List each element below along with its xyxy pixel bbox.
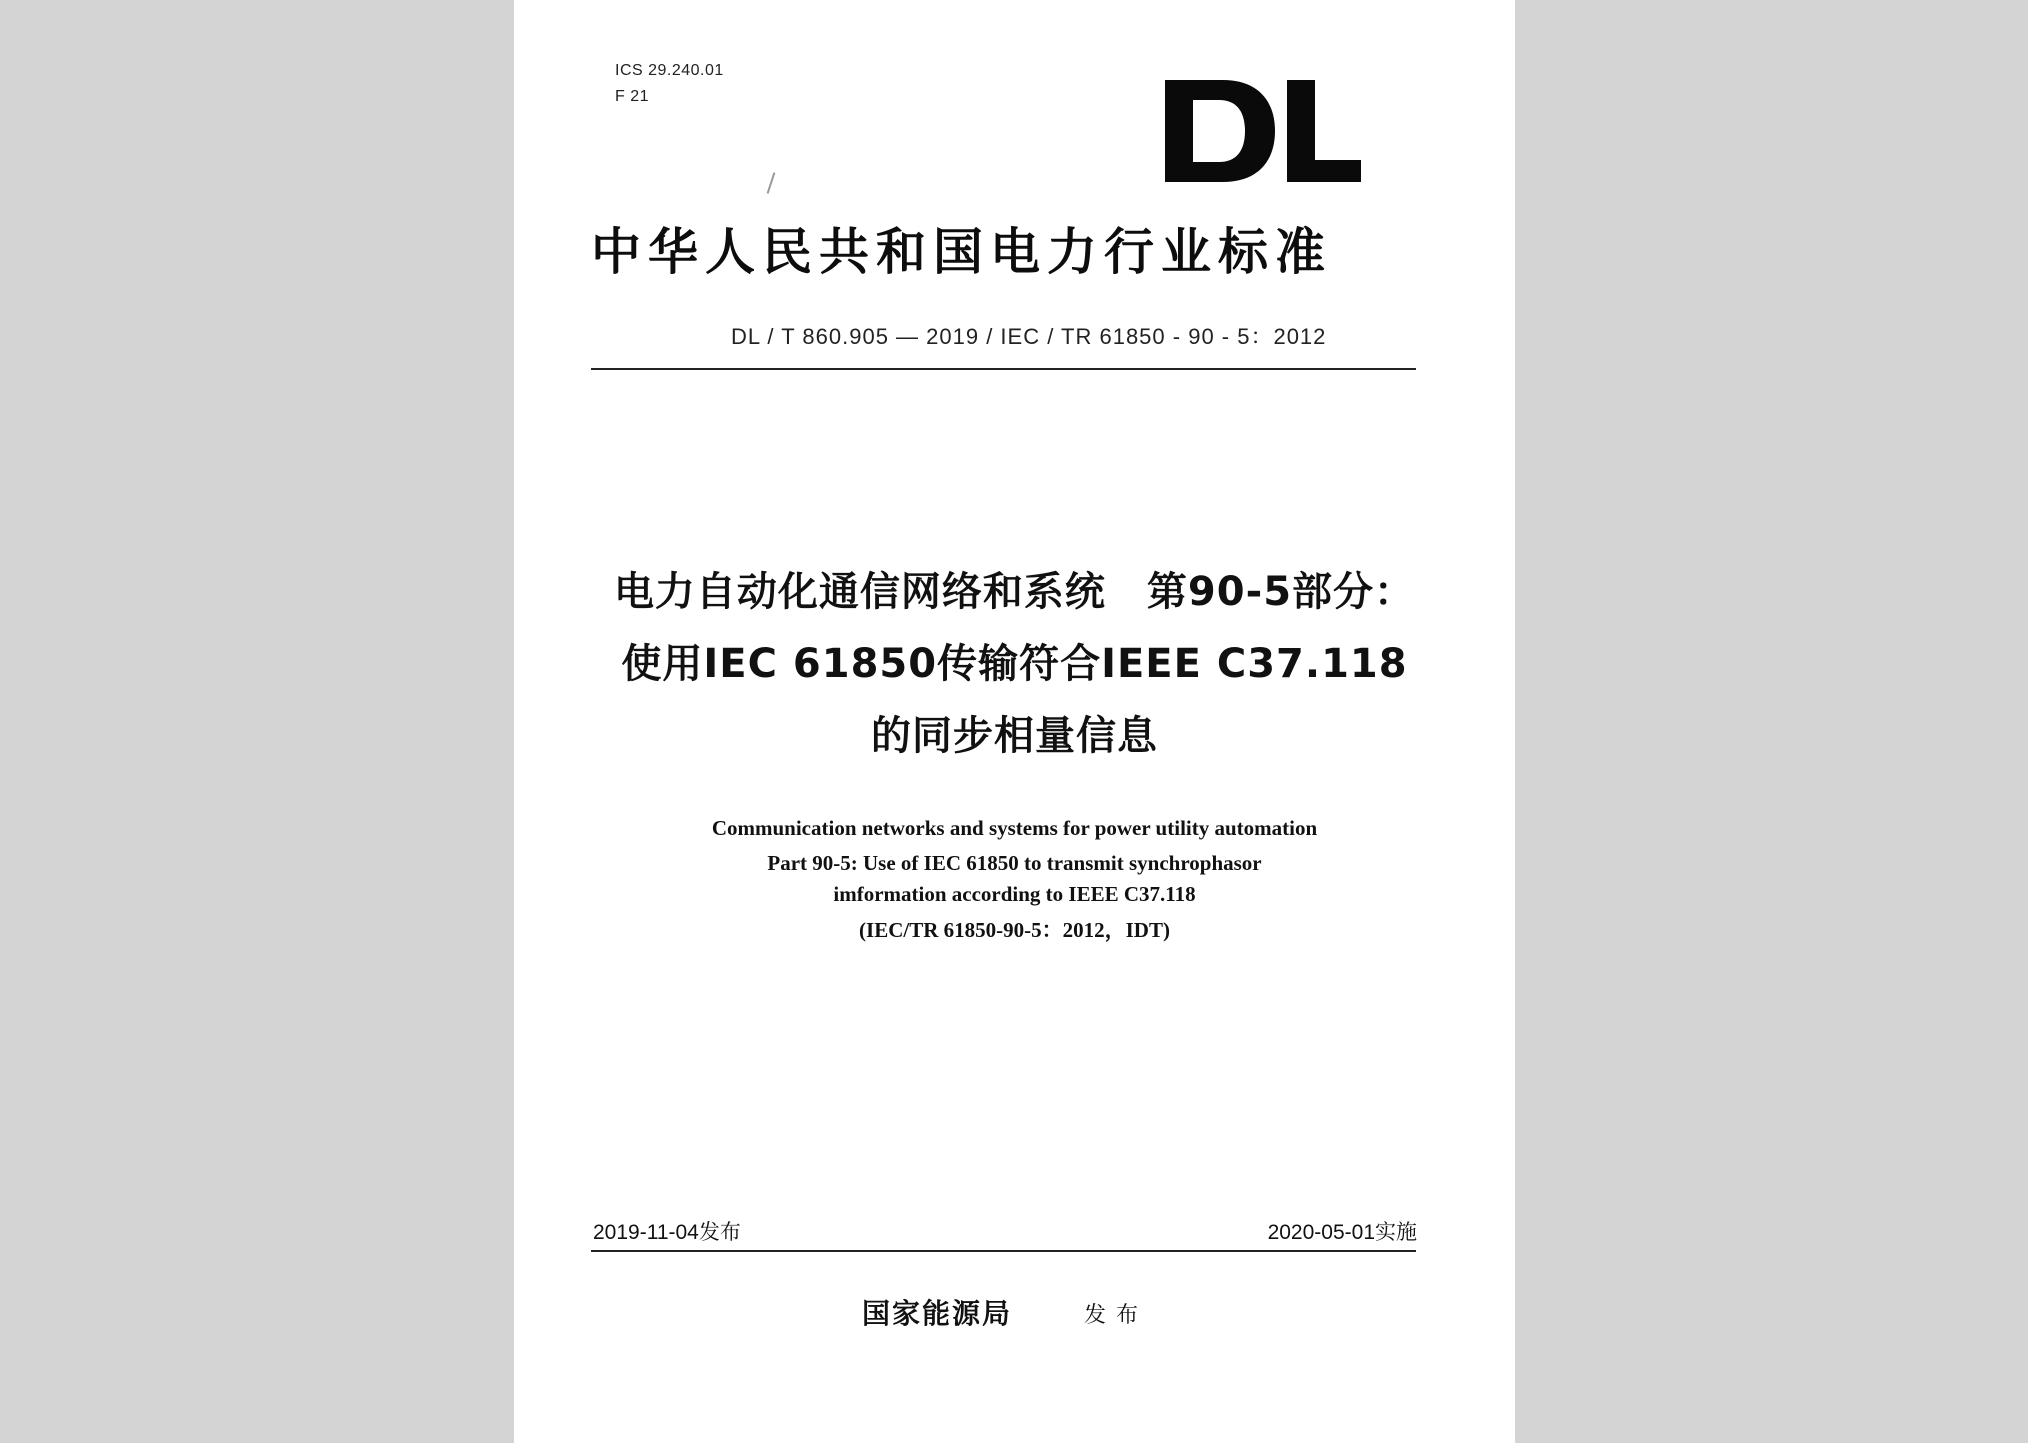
title-en-line-2: Part 90-5: Use of IEC 61850 to transmit synchrophasor bbox=[767, 851, 1262, 875]
title-en-line-3: imformation according to IEEE C37.118 bbox=[833, 882, 1196, 906]
top-divider bbox=[591, 368, 1416, 370]
publisher: 国家能源局 bbox=[862, 1297, 1013, 1330]
title-en-line-4: (IEC/TR 61850-90-5：2012，IDT) bbox=[859, 918, 1170, 942]
publish-label: 发布 bbox=[1084, 1303, 1149, 1328]
title-cn-line-1: 电力自动化通信网络和系统 第90-5部分： bbox=[613, 569, 1416, 615]
issue-date: 2019-11-04发布 bbox=[593, 1221, 741, 1244]
issuing-authority: 中华人民共和国电力行业标准 bbox=[591, 223, 1332, 281]
bottom-divider bbox=[591, 1250, 1416, 1252]
scan-mark bbox=[767, 172, 776, 194]
title-cn-line-3: 的同步相量信息 bbox=[871, 713, 1158, 759]
ics-code: ICS 29.240.01 bbox=[615, 62, 724, 79]
document-page bbox=[514, 0, 1515, 1443]
effective-date: 2020-05-01实施 bbox=[1267, 1221, 1417, 1244]
title-cn-line-2: 使用IEC 61850传输符合IEEE C37.118 bbox=[621, 641, 1408, 687]
ccs-code: F 21 bbox=[615, 88, 650, 105]
title-en-line-1: Communication networks and systems for power utility automation bbox=[711, 816, 1318, 840]
standard-number: DL / T 860.905 — 2019 / IEC / TR 61850 - 90 - 5：2012 bbox=[731, 324, 1327, 349]
dl-logo bbox=[1165, 80, 1361, 182]
